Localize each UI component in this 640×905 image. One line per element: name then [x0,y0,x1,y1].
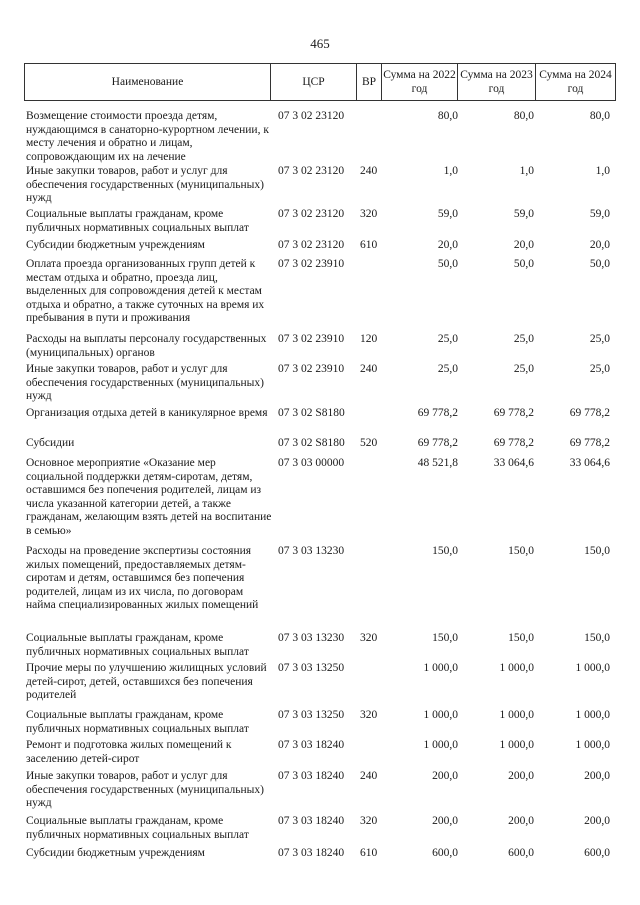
row-amount-2023: 600,0 [508,847,534,859]
row-csr: 07 3 03 13230 [278,632,345,644]
row-name: Возмещение стоимости проезда детям, нуждающимся в санаторно-курортном лечении, к месту лечения и обратно и лицам, сопровождающим их на лечение [26,110,269,163]
header-name: Наименование [111,76,184,88]
row-name: Оплата проезда организованных групп детей к местам отдыха и обратно, проезда лиц, выделенных для сопровождения детей к местам отдыха и обратно, а также суточных на время их пребывания в пути и проживания [26,258,265,325]
row-amount-2023: 33 064,6 [493,457,534,469]
row-name: Иные закупки товаров, работ и услуг для обеспечения государственных (муниципальных) нужд [26,165,264,205]
row-vr: 240 [360,770,378,782]
row-amount-2022: 1 000,0 [423,662,458,674]
row-amount-2024: 1,0 [595,165,610,177]
row-amount-2024: 69 778,2 [569,437,610,449]
row-amount-2022: 20,0 [437,239,458,251]
row-vr: 520 [360,437,378,449]
row-name: Субсидии бюджетным учреждениям [26,847,205,859]
row-amount-2022: 150,0 [432,632,458,644]
row-csr: 07 3 02 23120 [278,208,345,220]
row-amount-2022: 25,0 [437,333,458,345]
row-name: Социальные выплаты гражданам, кроме публичных нормативных социальных выплат [26,632,249,658]
row-name: Иные закупки товаров, работ и услуг для обеспечения государственных (муниципальных) нужд [26,363,264,403]
row-amount-2024: 200,0 [584,770,610,782]
row-amount-2022: 80,0 [437,110,458,122]
row-name: Субсидии [26,437,75,449]
row-amount-2023: 80,0 [513,110,534,122]
row-csr: 07 3 03 18240 [278,847,345,859]
row-name: Расходы на выплаты персоналу государственных (муниципальных) органов [26,333,267,359]
row-amount-2023: 20,0 [513,239,534,251]
row-amount-2022: 200,0 [432,770,458,782]
row-csr: 07 3 03 18240 [278,770,345,782]
row-name: Социальные выплаты гражданам, кроме публичных нормативных социальных выплат [26,709,249,735]
row-vr: 320 [360,815,378,827]
row-csr: 07 3 03 13250 [278,709,345,721]
row-amount-2023: 59,0 [513,208,534,220]
row-amount-2024: 1 000,0 [575,709,610,721]
row-name: Основное мероприятие «Оказание мер социальной поддержки детям-сиротам, детям, оставшимся без попечения родителей, лицам из числа указанной категории детей, а также гражданам, желающим взять детей на воспитание в семью» [26,457,272,537]
row-amount-2024: 600,0 [584,847,610,859]
row-vr: 240 [360,165,378,177]
row-amount-2024: 200,0 [584,815,610,827]
row-amount-2024: 25,0 [589,333,610,345]
row-vr: 610 [360,239,378,251]
header-2023: Сумма на 2023 год [457,64,535,100]
row-csr: 07 3 03 13250 [278,662,345,674]
row-amount-2022: 25,0 [437,363,458,375]
row-amount-2023: 69 778,2 [493,407,534,419]
row-amount-2022: 600,0 [432,847,458,859]
row-name: Социальные выплаты гражданам, кроме публичных нормативных социальных выплат [26,208,249,234]
row-csr: 07 3 03 13230 [278,545,345,557]
header-2022: Сумма на 2022 год [381,64,457,100]
row-csr: 07 3 02 23910 [278,363,345,375]
row-amount-2024: 20,0 [589,239,610,251]
row-name: Иные закупки товаров, работ и услуг для обеспечения государственных (муниципальных) нужд [26,770,264,810]
row-name: Прочие меры по улучшению жилищных условий детей-сирот, детей, оставшихся без попечения родителей [26,662,267,702]
row-csr: 07 3 02 23910 [278,258,345,270]
row-amount-2023: 1 000,0 [499,739,534,751]
row-amount-2023: 69 778,2 [493,437,534,449]
row-vr: 320 [360,208,378,220]
row-name: Расходы на проведение экспертизы состояния жилых помещений, предоставляемых детям-сиротам и детям, оставшимся без попечения родителей, лицам из их числа, по договорам найма специализированных жилых помещений [26,545,259,612]
row-csr: 07 3 02 S8180 [278,437,345,449]
row-amount-2024: 1 000,0 [575,662,610,674]
row-amount-2024: 150,0 [584,545,610,557]
row-amount-2024: 59,0 [589,208,610,220]
row-amount-2023: 25,0 [513,333,534,345]
row-amount-2022: 1 000,0 [423,709,458,721]
row-amount-2024: 1 000,0 [575,739,610,751]
row-vr: 320 [360,632,378,644]
row-amount-2022: 59,0 [437,208,458,220]
row-amount-2023: 200,0 [508,770,534,782]
row-amount-2022: 50,0 [437,258,458,270]
row-amount-2022: 69 778,2 [417,437,458,449]
header-2024: Сумма на 2024 год [535,64,615,100]
row-name: Организация отдыха детей в каникулярное время [26,407,268,419]
row-amount-2022: 48 521,8 [417,457,458,469]
header-csr: ЦСР [270,64,356,100]
row-csr: 07 3 02 23120 [278,165,345,177]
row-amount-2023: 1 000,0 [499,709,534,721]
row-amount-2023: 150,0 [508,545,534,557]
row-amount-2022: 200,0 [432,815,458,827]
row-amount-2022: 69 778,2 [417,407,458,419]
row-name: Социальные выплаты гражданам, кроме публичных нормативных социальных выплат [26,815,249,841]
row-amount-2024: 150,0 [584,632,610,644]
row-amount-2024: 33 064,6 [569,457,610,469]
row-amount-2023: 200,0 [508,815,534,827]
row-amount-2024: 80,0 [589,110,610,122]
row-vr: 610 [360,847,378,859]
row-vr: 320 [360,709,378,721]
row-csr: 07 3 02 S8180 [278,407,345,419]
row-amount-2024: 50,0 [589,258,610,270]
row-amount-2023: 1,0 [519,165,534,177]
row-amount-2023: 25,0 [513,363,534,375]
row-csr: 07 3 02 23910 [278,333,345,345]
row-amount-2024: 69 778,2 [569,407,610,419]
row-name: Субсидии бюджетным учреждениям [26,239,205,251]
row-amount-2023: 1 000,0 [499,662,534,674]
row-vr: 240 [360,363,378,375]
row-csr: 07 3 02 23120 [278,239,345,251]
row-amount-2022: 150,0 [432,545,458,557]
row-amount-2023: 150,0 [508,632,534,644]
row-name: Ремонт и подготовка жилых помещений к заселению детей-сирот [26,739,232,765]
row-amount-2024: 25,0 [589,363,610,375]
row-amount-2022: 1,0 [443,165,458,177]
row-amount-2023: 50,0 [513,258,534,270]
row-csr: 07 3 03 00000 [278,457,345,469]
page-number: 465 [310,36,330,51]
row-amount-2022: 1 000,0 [423,739,458,751]
row-csr: 07 3 03 18240 [278,815,345,827]
row-csr: 07 3 03 18240 [278,739,345,751]
header-vr: ВР [356,64,381,100]
row-csr: 07 3 02 23120 [278,110,345,122]
row-vr: 120 [360,333,378,345]
